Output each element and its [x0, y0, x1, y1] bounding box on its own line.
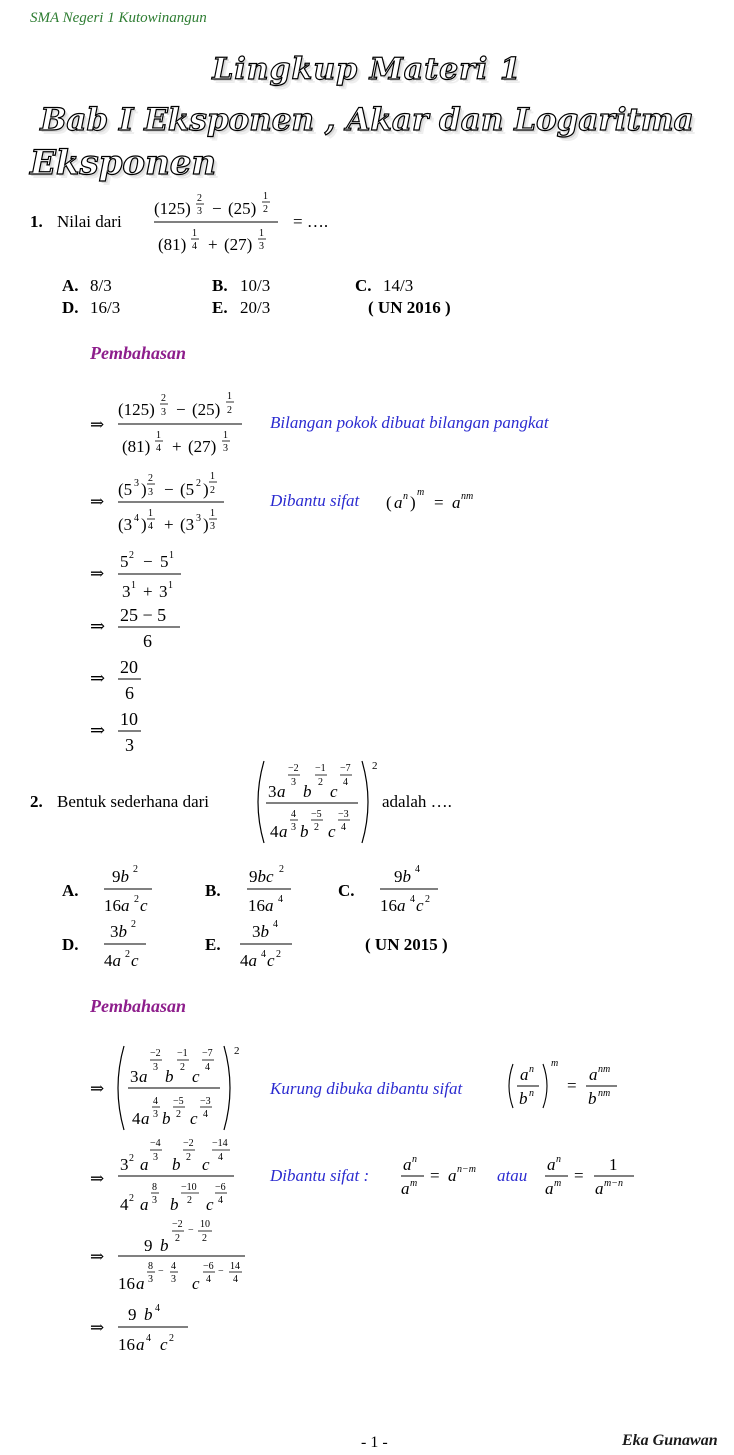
question-number: 1. [30, 212, 43, 231]
option-key: B. [205, 881, 221, 900]
svg-text:=: = [430, 1166, 440, 1185]
svg-text:c: c [192, 1067, 200, 1086]
option-value: 14/3 [383, 276, 414, 295]
svg-text:a: a [401, 1179, 410, 1198]
question-text: Bentuk sederhana dari [57, 792, 209, 811]
svg-text:2: 2 [176, 1109, 181, 1120]
svg-text:2: 2 [129, 550, 134, 561]
svg-text:b: b [170, 1195, 179, 1214]
svg-text:2: 2 [276, 949, 281, 960]
svg-text:20: 20 [120, 657, 138, 677]
option-e [212, 298, 270, 318]
svg-text:4: 4 [218, 1195, 223, 1206]
option-key: C. [338, 881, 355, 900]
svg-text:c: c [206, 1195, 214, 1214]
svg-text:b: b [162, 1109, 171, 1128]
option-c-value [376, 862, 446, 918]
svg-text:2: 2 [131, 919, 136, 930]
svg-text:−: − [218, 1266, 224, 1277]
svg-text:4: 4 [156, 443, 161, 454]
svg-text:c: c [267, 951, 275, 970]
svg-text:1: 1 [210, 471, 215, 482]
svg-text:⇒: ⇒ [90, 492, 105, 511]
option-key: B. [212, 276, 228, 295]
title-chapter: Bab I Eksponen , Akar dan Logaritma [40, 102, 694, 138]
svg-text:4: 4 [415, 864, 420, 875]
svg-text:(81): (81) [122, 437, 151, 456]
svg-text:⇒: ⇒ [90, 1247, 105, 1266]
option-e [205, 935, 233, 955]
q1-step-2 [88, 465, 268, 545]
svg-text:9b: 9b [394, 867, 411, 886]
svg-text:(125): (125) [118, 400, 155, 419]
svg-text:3: 3 [134, 478, 139, 489]
option-b [212, 276, 270, 296]
svg-text:m: m [410, 1178, 418, 1189]
svg-text:b: b [172, 1155, 181, 1174]
svg-text:4: 4 [171, 1261, 176, 1272]
svg-text:b: b [165, 1067, 174, 1086]
svg-text:4: 4 [206, 1274, 211, 1285]
svg-text:1: 1 [148, 508, 153, 519]
svg-text:a: a [140, 1195, 149, 1214]
svg-text:2: 2 [129, 1193, 134, 1204]
svg-text:16a: 16a [380, 896, 406, 915]
option-key: A. [62, 881, 79, 900]
svg-text:5: 5 [160, 552, 169, 571]
svg-text:−2: −2 [288, 763, 299, 774]
svg-text:c: c [160, 1335, 168, 1354]
svg-text:1: 1 [131, 580, 136, 591]
svg-text:a: a [520, 1065, 529, 1084]
division-rule-formula [398, 1148, 496, 1206]
svg-text:−7: −7 [340, 763, 351, 774]
question-number: 2. [30, 792, 43, 811]
page-number: - 1 - [361, 1434, 388, 1451]
division-rule-formula-alt [542, 1148, 640, 1206]
option-value: 8/3 [90, 276, 112, 295]
svg-text:+: + [172, 437, 182, 456]
svg-text:b: b [588, 1089, 597, 1108]
svg-text:9: 9 [144, 1236, 153, 1255]
svg-text:4: 4 [343, 777, 348, 788]
svg-text:n: n [403, 491, 408, 502]
svg-text:(81): (81) [158, 235, 187, 254]
step-note: Bilangan pokok dibuat bilangan pangkat [270, 413, 549, 432]
svg-text:2: 2 [187, 1195, 192, 1206]
discussion-label: Pembahasan [90, 343, 187, 363]
svg-text:4: 4 [205, 1062, 210, 1073]
question-1 [30, 212, 122, 232]
svg-text:m: m [551, 1058, 559, 1069]
svg-text:4: 4 [155, 1303, 160, 1314]
svg-text:2: 2 [161, 393, 166, 404]
svg-text:4a: 4a [104, 951, 121, 970]
svg-text:1: 1 [168, 580, 173, 591]
svg-text:25 − 5: 25 − 5 [120, 605, 167, 625]
question-tail: = …. [293, 212, 329, 231]
svg-text:4: 4 [270, 822, 279, 841]
svg-text:+: + [208, 235, 218, 254]
svg-text:): ) [410, 493, 416, 512]
option-key: D. [62, 298, 79, 317]
svg-text:nm: nm [461, 491, 474, 502]
svg-text:(125): (125) [154, 199, 191, 218]
svg-text:3: 3 [125, 735, 134, 755]
svg-text:3: 3 [122, 582, 131, 601]
svg-text:1: 1 [210, 508, 215, 519]
svg-text:2: 2 [197, 193, 202, 204]
option-d [62, 298, 120, 318]
option-e-value [236, 917, 298, 973]
svg-text:b: b [160, 1236, 169, 1255]
svg-text:): ) [203, 480, 209, 499]
svg-text:−2: −2 [183, 1138, 194, 1149]
svg-text:1: 1 [156, 430, 161, 441]
svg-text:a: a [141, 1109, 150, 1128]
svg-text:1: 1 [192, 228, 197, 239]
svg-text:2: 2 [234, 1045, 240, 1057]
step-note: Dibantu sifat [270, 491, 360, 510]
svg-text:16a: 16a [248, 896, 274, 915]
svg-text:3: 3 [259, 241, 264, 252]
svg-text:16: 16 [118, 1274, 135, 1293]
svg-text:⇒: ⇒ [90, 1169, 105, 1188]
option-value: 20/3 [240, 298, 271, 317]
svg-text:(: ( [386, 493, 392, 512]
svg-text:c: c [416, 896, 424, 915]
svg-text:=: = [574, 1166, 584, 1185]
svg-text:a: a [595, 1179, 604, 1198]
svg-text:3: 3 [120, 1155, 129, 1174]
svg-text:2: 2 [210, 485, 215, 496]
svg-text:2: 2 [169, 1333, 174, 1344]
svg-text:4: 4 [120, 1195, 129, 1214]
svg-text:4: 4 [341, 822, 346, 833]
option-c [338, 881, 366, 901]
svg-text:2: 2 [186, 1152, 191, 1163]
svg-text:3: 3 [210, 521, 215, 532]
svg-text:b: b [144, 1305, 153, 1324]
option-key: E. [212, 298, 228, 317]
exam-source: ( UN 2015 ) [365, 935, 448, 954]
svg-text:9bc: 9bc [249, 867, 274, 886]
svg-text:4: 4 [273, 919, 278, 930]
svg-text:−5: −5 [311, 809, 322, 820]
svg-text:n−m: n−m [457, 1164, 476, 1175]
svg-text:−: − [164, 480, 174, 499]
svg-text:8: 8 [148, 1261, 153, 1272]
svg-text:4: 4 [291, 809, 296, 820]
svg-text:a: a [277, 782, 286, 801]
svg-text:8: 8 [152, 1182, 157, 1193]
svg-text:⇒: ⇒ [90, 668, 106, 688]
step-note: Kurung dibuka dibantu sifat [270, 1079, 463, 1098]
svg-text:−2: −2 [150, 1048, 161, 1059]
svg-text:−5: −5 [173, 1096, 184, 1107]
svg-text:4: 4 [218, 1152, 223, 1163]
option-value: 16/3 [90, 298, 121, 317]
svg-text:n: n [529, 1088, 534, 1099]
svg-text:(5: (5 [118, 480, 133, 499]
power-rule-formula [384, 482, 494, 518]
svg-text:6: 6 [125, 683, 134, 703]
svg-text:4: 4 [153, 1096, 158, 1107]
q1-step-5 [88, 652, 168, 704]
q1-step-4 [88, 600, 198, 652]
svg-text:1: 1 [259, 228, 264, 239]
svg-text:4a: 4a [240, 951, 257, 970]
svg-text:b: b [300, 822, 309, 841]
svg-text:3: 3 [152, 1195, 157, 1206]
svg-text:3: 3 [159, 582, 168, 601]
svg-text:⇒: ⇒ [90, 720, 106, 740]
svg-text:b: b [303, 782, 312, 801]
svg-text:2: 2 [425, 894, 430, 905]
svg-text:4: 4 [278, 894, 283, 905]
svg-text:⇒: ⇒ [90, 415, 105, 434]
q1-step-3 [88, 545, 208, 603]
step-note: Dibantu sifat : [270, 1166, 370, 1185]
option-b-value [243, 862, 303, 918]
svg-text:−1: −1 [177, 1048, 188, 1059]
svg-text:1: 1 [223, 430, 228, 441]
svg-text:c: c [192, 1274, 200, 1293]
svg-text:1: 1 [169, 550, 174, 561]
svg-text:3: 3 [148, 487, 153, 498]
svg-text:⇒: ⇒ [90, 1318, 105, 1337]
option-a-value [100, 862, 160, 918]
svg-text:2: 2 [372, 760, 378, 772]
option-a [62, 881, 90, 901]
svg-text:−: − [176, 400, 186, 419]
svg-text:a: a [547, 1155, 556, 1174]
author-name: Eka Gunawan [622, 1432, 718, 1449]
svg-text:16: 16 [118, 1335, 135, 1354]
option-key: D. [62, 935, 79, 954]
option-key: C. [355, 276, 372, 295]
svg-text:1: 1 [227, 391, 232, 402]
svg-text:3: 3 [153, 1109, 158, 1120]
svg-text:3: 3 [153, 1062, 158, 1073]
option-key: E. [205, 935, 221, 954]
svg-text:a: a [139, 1067, 148, 1086]
option-key: A. [62, 276, 79, 295]
svg-text:−14: −14 [212, 1138, 228, 1149]
svg-text:3: 3 [223, 443, 228, 454]
svg-text:3: 3 [161, 407, 166, 418]
svg-text:a: a [136, 1274, 145, 1293]
svg-text:(25): (25) [192, 400, 221, 419]
svg-text:1: 1 [263, 191, 268, 202]
svg-text:m: m [554, 1178, 562, 1189]
svg-text:(3: (3 [118, 515, 133, 534]
svg-text:−3: −3 [338, 809, 349, 820]
svg-text:9: 9 [128, 1305, 137, 1324]
svg-text:2: 2 [279, 864, 284, 875]
svg-text:2: 2 [125, 949, 130, 960]
svg-text:4: 4 [192, 241, 197, 252]
svg-text:m: m [417, 487, 425, 498]
option-b [205, 881, 233, 901]
svg-text:−7: −7 [202, 1048, 213, 1059]
svg-text:3: 3 [291, 822, 296, 833]
svg-text:3: 3 [153, 1152, 158, 1163]
svg-text:3: 3 [130, 1067, 139, 1086]
svg-text:−3: −3 [200, 1096, 211, 1107]
q2-step-3 [88, 1215, 253, 1295]
svg-text:3: 3 [196, 513, 201, 524]
option-d-value [100, 917, 160, 973]
svg-text:4: 4 [203, 1109, 208, 1120]
svg-text:4: 4 [146, 1333, 151, 1344]
svg-text:6: 6 [143, 631, 152, 651]
svg-text:9b: 9b [112, 867, 129, 886]
svg-text:2: 2 [134, 894, 139, 905]
question-2 [30, 792, 209, 812]
option-a [62, 276, 112, 296]
quotient-power-formula [503, 1058, 628, 1116]
svg-text:c: c [330, 782, 338, 801]
svg-text:−: − [188, 1225, 194, 1236]
svg-text:c: c [190, 1109, 198, 1128]
svg-text:3: 3 [291, 777, 296, 788]
school-name: SMA Negeri 1 Kutowinangun [30, 10, 207, 26]
svg-text:): ) [203, 515, 209, 534]
svg-text:a: a [452, 493, 461, 512]
svg-text:a: a [279, 822, 288, 841]
q2-expression [250, 755, 385, 850]
svg-text:⇒: ⇒ [90, 1079, 105, 1098]
svg-text:a: a [589, 1065, 598, 1084]
svg-text:b: b [519, 1089, 528, 1108]
svg-text:−: − [158, 1266, 164, 1277]
svg-text:2: 2 [175, 1233, 180, 1244]
svg-text:−1: −1 [315, 763, 326, 774]
svg-text:4: 4 [261, 949, 266, 960]
section-title: Eksponen [30, 143, 217, 183]
option-d [62, 935, 90, 955]
svg-text:(27): (27) [224, 235, 253, 254]
svg-text:3: 3 [197, 206, 202, 217]
svg-text:c: c [202, 1155, 210, 1174]
svg-text:2: 2 [314, 822, 319, 833]
svg-text:−4: −4 [150, 1138, 161, 1149]
svg-text:4: 4 [233, 1274, 238, 1285]
svg-text:(5: (5 [180, 480, 195, 499]
svg-text:a: a [545, 1179, 554, 1198]
svg-text:(25): (25) [228, 199, 257, 218]
svg-text:2: 2 [180, 1062, 185, 1073]
svg-text:2: 2 [148, 473, 153, 484]
svg-text:c: c [140, 896, 148, 915]
svg-text:c: c [328, 822, 336, 841]
option-value: 10/3 [240, 276, 271, 295]
svg-text:2: 2 [263, 204, 268, 215]
step-note-or: atau [497, 1166, 528, 1185]
svg-text:a: a [394, 493, 403, 512]
svg-text:2: 2 [133, 864, 138, 875]
svg-text:a: a [136, 1335, 145, 1354]
svg-text:⇒: ⇒ [90, 564, 105, 583]
svg-text:⇒: ⇒ [90, 616, 106, 636]
svg-text:3: 3 [171, 1274, 176, 1285]
svg-text:n: n [412, 1154, 417, 1165]
svg-text:3b: 3b [252, 922, 269, 941]
svg-text:4: 4 [134, 513, 139, 524]
svg-text:a: a [140, 1155, 149, 1174]
svg-text:4: 4 [148, 521, 153, 532]
svg-text:−10: −10 [181, 1182, 197, 1193]
svg-text:−: − [143, 552, 153, 571]
q2-step-4 [88, 1298, 208, 1358]
svg-text:a: a [448, 1166, 457, 1185]
question-tail: adalah …. [382, 792, 452, 811]
svg-text:c: c [131, 951, 139, 970]
svg-text:3b: 3b [110, 922, 127, 941]
option-c [355, 276, 413, 296]
svg-text:(27): (27) [188, 437, 217, 456]
svg-text:4: 4 [132, 1109, 141, 1128]
title-materi: Lingkup Materi 1 [212, 52, 522, 87]
q2-step-2 [88, 1134, 248, 1218]
svg-text:−: − [212, 199, 222, 218]
svg-text:+: + [143, 582, 153, 601]
svg-text:1: 1 [609, 1155, 618, 1174]
svg-text:(3: (3 [180, 515, 195, 534]
svg-text:14: 14 [230, 1261, 240, 1272]
svg-text:n: n [529, 1064, 534, 1075]
svg-text:16a: 16a [104, 896, 130, 915]
svg-text:n: n [556, 1154, 561, 1165]
svg-text:2: 2 [227, 405, 232, 416]
svg-text:10: 10 [120, 709, 138, 729]
exam-source: ( UN 2016 ) [368, 298, 451, 317]
discussion-label: Pembahasan [90, 996, 187, 1016]
svg-text:nm: nm [598, 1064, 611, 1075]
svg-text:2: 2 [318, 777, 323, 788]
svg-text:3: 3 [148, 1274, 153, 1285]
svg-text:5: 5 [120, 552, 129, 571]
svg-text:−6: −6 [203, 1261, 214, 1272]
svg-text:10: 10 [200, 1219, 210, 1230]
svg-text:4: 4 [410, 894, 415, 905]
svg-text:+: + [164, 515, 174, 534]
svg-text:2: 2 [129, 1153, 134, 1164]
svg-text:): ) [141, 480, 147, 499]
svg-text:): ) [141, 515, 147, 534]
svg-text:=: = [434, 493, 444, 512]
svg-text:2: 2 [196, 478, 201, 489]
question-text: Nilai dari [57, 212, 122, 231]
svg-text:−2: −2 [172, 1219, 183, 1230]
svg-text:3: 3 [268, 782, 277, 801]
svg-text:m−n: m−n [604, 1178, 623, 1189]
q1-step-6 [88, 704, 168, 756]
svg-text:nm: nm [598, 1088, 611, 1099]
svg-text:−6: −6 [215, 1182, 226, 1193]
svg-text:a: a [403, 1155, 412, 1174]
svg-text:2: 2 [202, 1233, 207, 1244]
q1-step-1 [88, 385, 268, 465]
q2-step-1 [88, 1038, 248, 1138]
svg-text:=: = [567, 1076, 577, 1095]
